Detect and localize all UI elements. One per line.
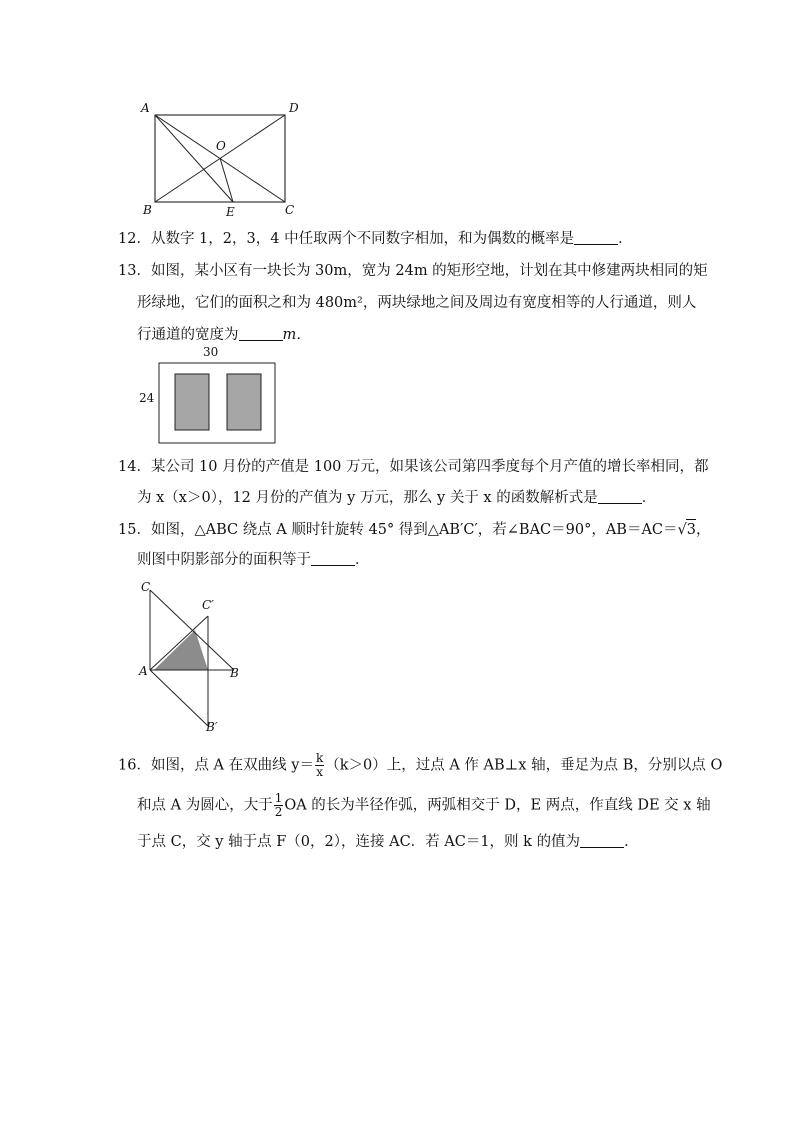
q14-line1: 14．某公司 10 月份的产值是 100 万元，如果该公司第四季度每个月产值的增长率相同，都 [118,459,709,475]
answer-blank [580,833,624,848]
figure-11-rectangle [138,98,308,220]
height-label: 24 [139,391,155,405]
answer-blank [239,326,283,341]
label-O: O [216,139,226,153]
answer-blank [574,230,618,245]
q16-line3: 于点 C，交 y 轴于点 F（0，2），连接 AC．若 AC＝1，则 k 的值为 [137,834,581,850]
q13-line2: 形绿地，它们的面积之和为 480m²，两块绿地之间及周边有宽度相等的人行通道，则人 [137,295,697,311]
q14-line2: 为 x（x＞0），12 月份的产值为 y 万元，那么 y 关于 x 的函数解析式是 [137,490,598,506]
q13-line1: 13．如图，某小区有一块长为 30m，宽为 24m 的矩形空地，计划在其中修建两块相同的矩 [118,263,708,279]
q15-line1: 15．如图，△ABC 绕点 A 顺时针旋转 45° 得到△AB′C′，若∠BAC＝90°，AB＝AC＝ [118,522,678,538]
label-D: D [289,101,299,115]
answer-blank [598,489,642,504]
rectangle-diagram [138,98,308,220]
label-B-prime: B′ [206,720,218,734]
garden-diagram [135,345,285,445]
answer-blank [311,551,355,566]
q12-text: 12．从数字 1，2，3，4 中任取两个不同数字相加，和为偶数的概率是 [118,231,575,247]
label-B: B [143,203,152,217]
label-C-prime: C′ [202,598,214,612]
q16-line1-a: 16．如图，点 A 在双曲线 y＝ [118,757,314,774]
label-C: C [141,580,151,594]
rotation-diagram [136,578,240,736]
label-B: B [230,666,239,680]
figure-13-garden [135,345,285,445]
q16-line2-b: OA 的长为半径作弧，两弧相交于 D，E 两点，作直线 DE 交 x 轴 [284,797,711,814]
figure-15-rotation [136,578,240,736]
label-A: A [139,664,148,678]
label-C: C [285,203,295,217]
fraction-k-over-x: $\frac{k}{x}$ [315,751,324,779]
width-label: 30 [203,345,219,359]
label-E: E [226,205,235,219]
q13-line3: 行通道的宽度为 [137,327,239,343]
q16-line2-a: 和点 A 为圆心，大于 [137,797,273,814]
q15-line2: 则图中阴影部分的面积等于 [137,552,311,568]
fraction-one-half: $\frac{1}{2}$ [274,791,283,819]
q16-line1-b: （k＞0）上，过点 A 作 AB⊥x 轴，垂足为点 B，分别以点 O [325,757,723,774]
sqrt-value: 3 [686,519,696,540]
label-A: A [141,101,150,115]
